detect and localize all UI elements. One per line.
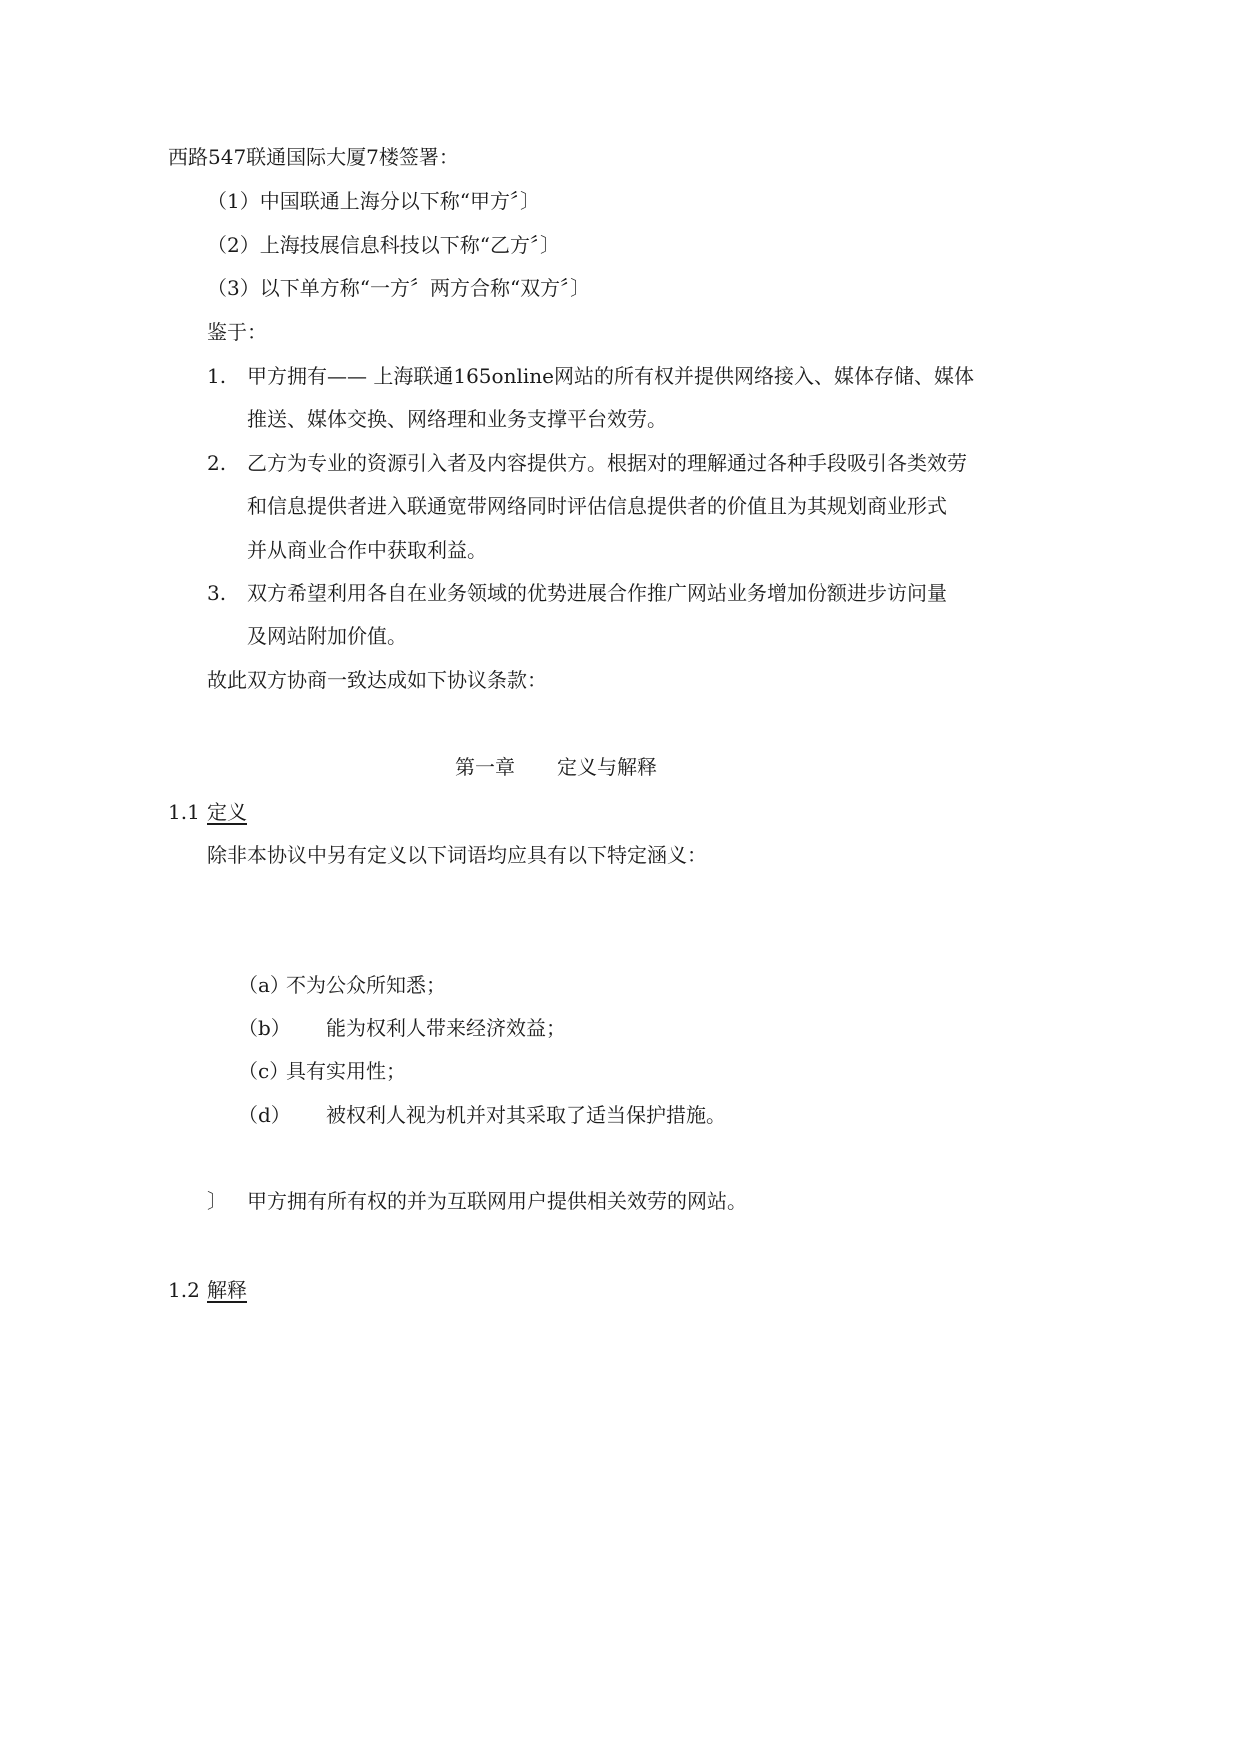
recital-text: 和信息提供者进入联通宽带网络同时评估信息提供者的价值且为其规划商业形式 — [247, 494, 947, 518]
recital-number: 1. — [207, 364, 227, 388]
whereas-label: 鉴于： — [207, 320, 267, 344]
definition-item-label: （c） — [238, 1059, 290, 1083]
website-definition-mark: 〕 — [207, 1189, 227, 1213]
section-number: 1.2 — [168, 1278, 200, 1302]
section-title: 定义 — [207, 800, 247, 824]
recital-number: 2. — [207, 451, 227, 475]
definition-item-label: （d） — [238, 1103, 291, 1127]
recital-text: 双方希望利用各自在业务领域的优势进展合作推广网站业务增加份额进步访问量 — [247, 581, 947, 605]
chapter-number: 第一章 — [455, 755, 515, 779]
intro-line: 西路547联通国际大厦7楼签署： — [168, 145, 459, 169]
party-2: （2）上海技展信息科技以下称“乙方〞〕 — [207, 233, 560, 257]
recital-text: 推送、媒体交换、网络理和业务支撑平台效劳。 — [247, 407, 667, 431]
definition-item-label: （b） — [238, 1016, 291, 1040]
definition-item-text: 具有实用性； — [286, 1059, 406, 1083]
definition-item-text: 被权利人视为机并对其采取了适当保护措施。 — [326, 1103, 726, 1127]
recital-text: 及网站附加价值。 — [247, 624, 407, 648]
recital-text: 乙方为专业的资源引入者及内容提供方。根据对的理解通过各种手段吸引各类效劳 — [247, 451, 967, 475]
agreement-line: 故此双方协商一致达成如下协议条款： — [207, 668, 547, 692]
party-1: （1）中国联通上海分以下称“甲方〞〕 — [207, 189, 540, 213]
chapter-title: 定义与解释 — [557, 755, 657, 779]
website-definition-text: 甲方拥有所有权的并为互联网用户提供相关效劳的网站。 — [247, 1189, 747, 1213]
section-intro: 除非本协议中另有定义以下词语均应具有以下特定涵义： — [207, 843, 707, 867]
definition-item-label: （a） — [238, 973, 290, 997]
party-3: （3）以下单方称“一方〞两方合称“双方〞〕 — [207, 276, 591, 300]
definition-item-text: 不为公众所知悉； — [286, 973, 446, 997]
definition-item-text: 能为权利人带来经济效益； — [326, 1016, 566, 1040]
section-number: 1.1 — [168, 800, 200, 824]
recital-text: 甲方拥有—— 上海联通165online网站的所有权并提供网络接入、媒体存储、媒体 — [247, 364, 974, 388]
recital-number: 3. — [207, 581, 227, 605]
recital-text: 并从商业合作中获取利益。 — [247, 538, 487, 562]
section-title: 解释 — [207, 1278, 247, 1302]
